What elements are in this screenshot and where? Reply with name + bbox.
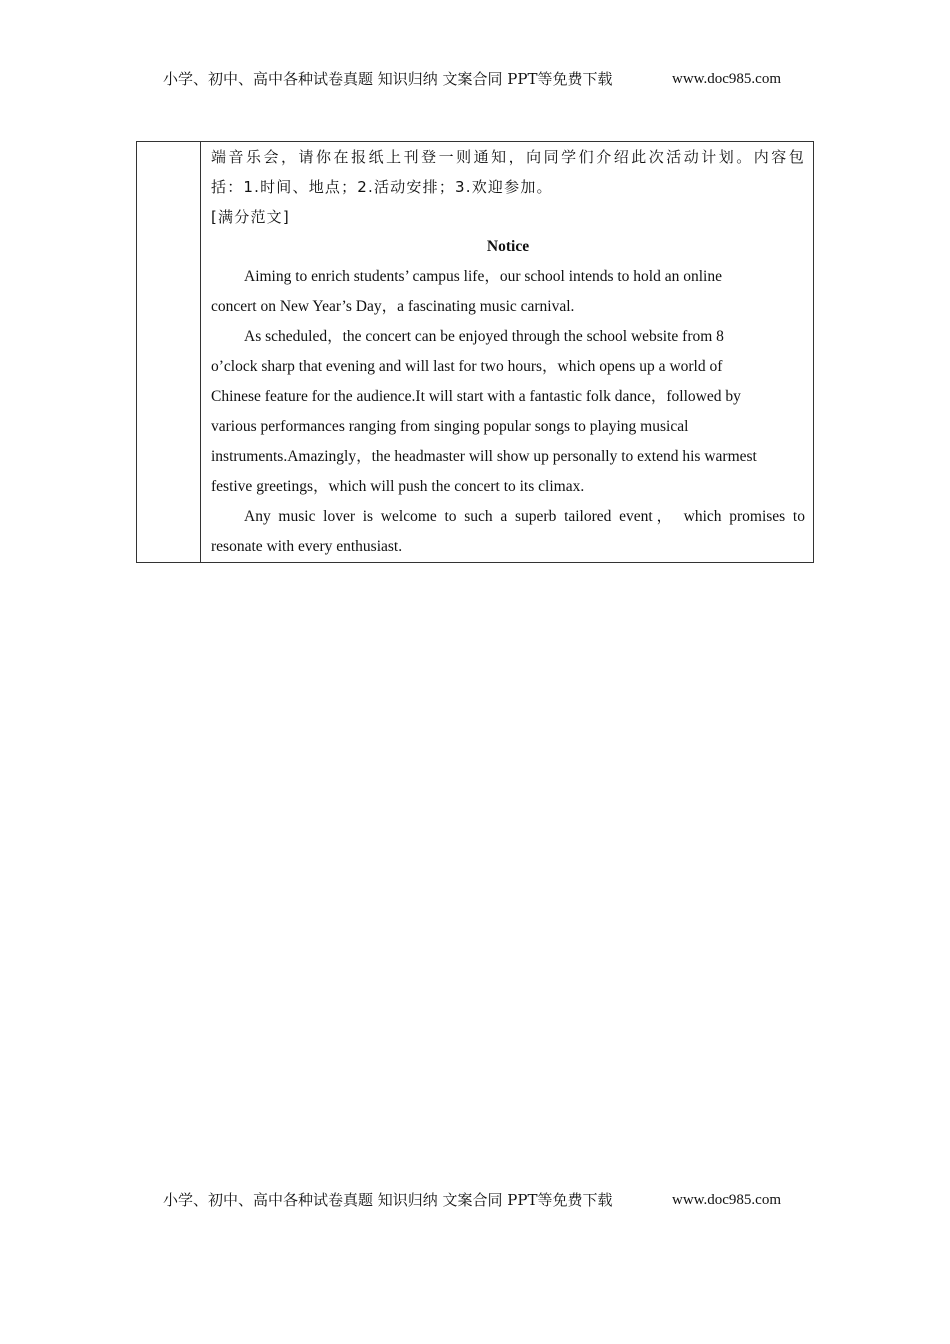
paragraph-2-line: instruments.Amazingly，the headmaster will show up personally to extend his warmest [211,448,757,465]
page-header [0,68,950,90]
paragraph-3-line: resonate with every enthusiast. [211,538,403,555]
footer-url: www.doc985.com [672,1192,782,1208]
content-table [136,141,814,563]
paragraph-2-line: o’clock sharp that evening and will last for two hours，which opens up a world of [211,358,723,375]
table-right-cell [202,142,813,562]
sample-label: [满分范文] [211,208,290,226]
paragraph-3-line: Any music lover is welcome to such a superb tailored event， which promises to [244,508,805,525]
table-left-cell [137,142,201,562]
header-url: www.doc985.com [672,71,782,87]
paragraph-2-line: As scheduled，the concert can be enjoyed through the school website from 8 [244,328,724,345]
paragraph-2-line: various performances ranging from singing popular songs to playing musical [211,418,689,435]
essay-title: Notice [486,238,530,255]
page-footer [0,1189,950,1211]
paragraph-1-line: Aiming to enrich students’ campus life，our school intends to hold an online [244,268,722,285]
task-line: 端音乐会，请你在报纸上刊登一则通知，向同学们介绍此次活动计划。内容包 [211,148,805,166]
footer-text: 小学、初中、高中各种试卷真题 知识归纳 文案合同 PPT等免费下载 [163,1191,613,1209]
paragraph-2-line: festive greetings，which will push the concert to its climax. [211,478,585,495]
paragraph-2-line: Chinese feature for the audience.It will start with a fantastic folk dance，followed by [211,388,741,405]
header-text: 小学、初中、高中各种试卷真题 知识归纳 文案合同 PPT等免费下载 [163,70,613,88]
task-line: 括：1.时间、地点；2.活动安排；3.欢迎参加。 [211,178,553,196]
paragraph-1-line: concert on New Year’s Day，a fascinating music carnival. [211,298,575,315]
